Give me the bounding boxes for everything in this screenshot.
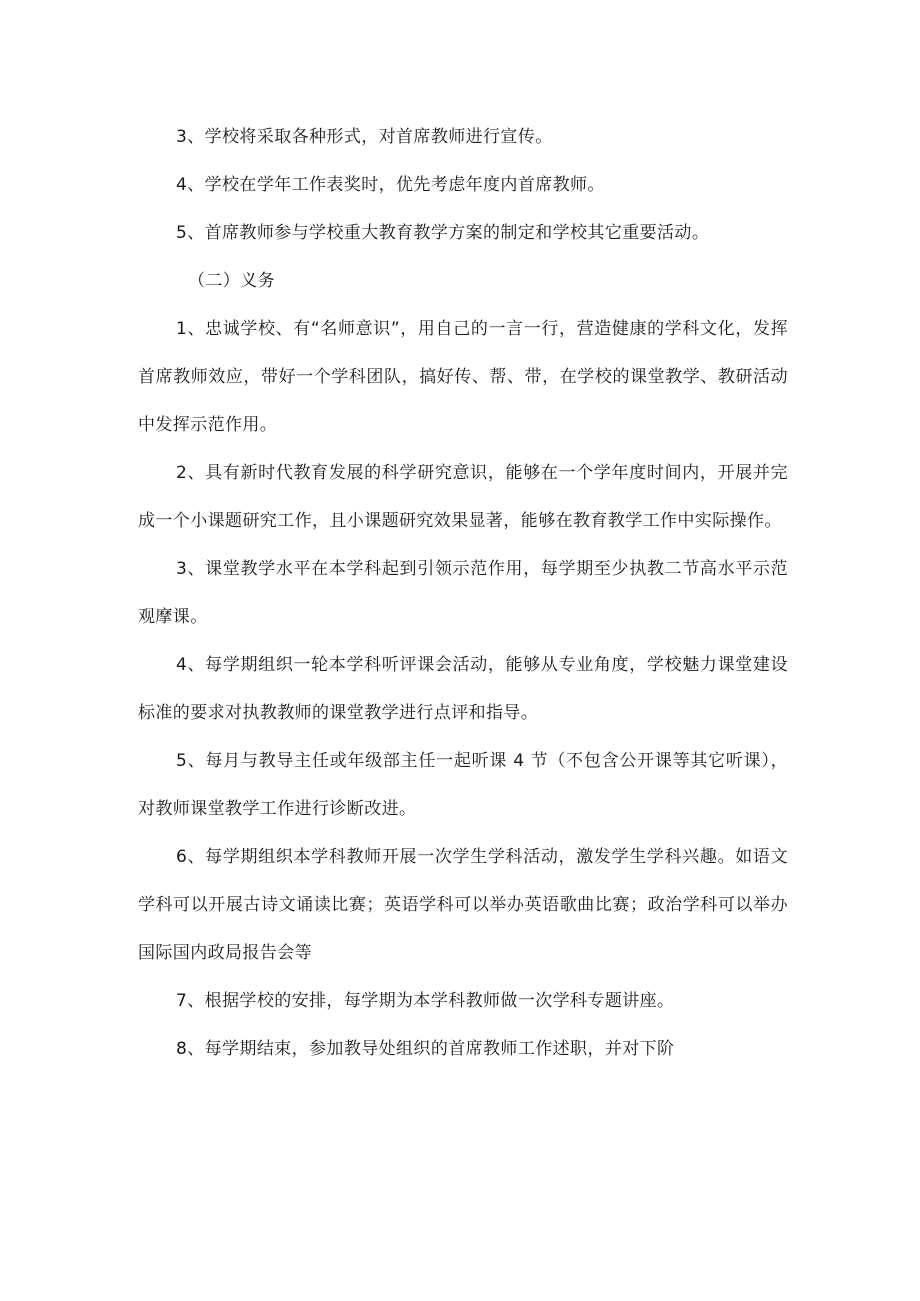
- duty-item-8: 8、每学期结束，参加教导处组织的首席教师工作述职，并对下阶: [176, 1039, 675, 1059]
- duty-item-4: 4、每学期组织一轮本学科听评课会活动，能够从专业角度，学校魅力课堂建设标准的要求对执教教师的课堂教学进行点评和指导。: [138, 655, 788, 723]
- rights-item-5: 5、首席教师参与学校重大教育教学方案的制定和学校其它重要活动。: [176, 223, 710, 243]
- duty-item-2: 2、具有新时代教育发展的科学研究意识，能够在一个学年度时间内，开展并完成一个小课题研究工作，且小课题研究效果显著，能够在教育教学工作中实际操作。: [138, 463, 788, 531]
- section-heading-duties: （二）义务: [188, 271, 275, 291]
- rights-item-4: 4、学校在学年工作表奖时，优先考虑年度内首席教师。: [176, 175, 605, 195]
- duty-item-1: 1、忠诚学校、有“名师意识”，用自己的一言一行，营造健康的学科文化，发挥首席教师效应，带好一个学科团队，搞好传、帮、带，在学校的课堂教学、教研活动中发挥示范作用。: [138, 319, 788, 435]
- rights-item-3: 3、学校将采取各种形式，对首席教师进行宣传。: [176, 127, 553, 147]
- duty-item-6: 6、每学期组织本学科教师开展一次学生学科活动，激发学生学科兴趣。如语文学科可以开展古诗文诵读比赛；英语学科可以举办英语歌曲比赛；政治学科可以举办国际国内政局报告会等: [138, 847, 788, 963]
- document-body: [138, 113, 788, 1073]
- duty-item-3: 3、课堂教学水平在本学科起到引领示范作用，每学期至少执教二节高水平示范观摩课。: [138, 559, 788, 627]
- duty-item-7: 7、根据学校的安排，每学期为本学科教师做一次学科专题讲座。: [176, 991, 675, 1011]
- duty-item-5: 5、每月与教导主任或年级部主任一起听课 4 节（不包含公开课等其它听课），对教师课堂教学工作进行诊断改进。: [138, 751, 788, 819]
